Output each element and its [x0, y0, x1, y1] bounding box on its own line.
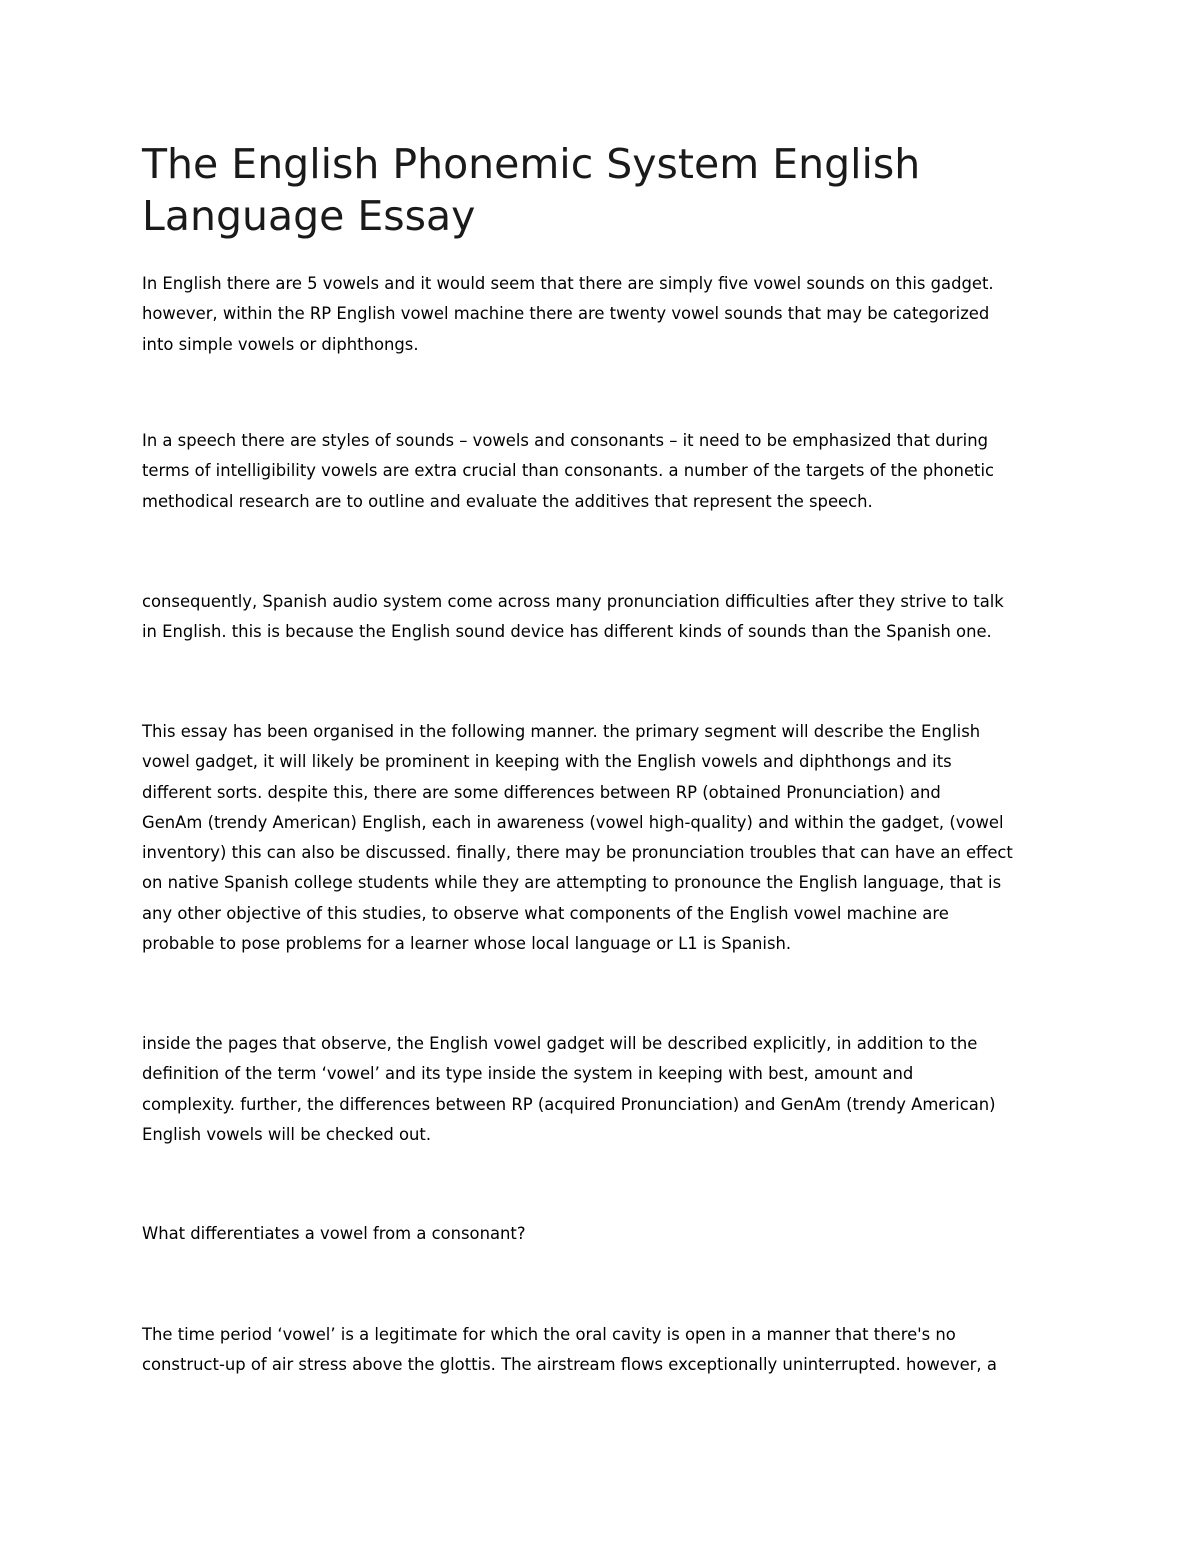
paragraph-line: vowel gadget, it will likely be prominent in keeping with the English vowels and diphthongs and its	[142, 752, 952, 772]
paragraph-line: construct-up of air stress above the glottis. The airstream flows exceptionally uninterrupted. however, a	[142, 1355, 997, 1375]
paragraph-line: any other objective of this studies, to observe what components of the English vowel machine are	[142, 903, 949, 923]
paragraph-line: terms of intelligibility vowels are extra crucial than consonants. a number of the targets of the phonetic	[142, 461, 995, 481]
section-heading	[142, 1219, 1072, 1249]
body-paragraph	[142, 717, 1072, 959]
title-line: Language Essay	[142, 192, 476, 240]
paragraph-line: This essay has been organised in the following manner. the primary segment will describe the English	[142, 722, 981, 741]
paragraph-line: inside the pages that observe, the English vowel gadget will be described explicitly, in addition to the	[142, 1034, 978, 1053]
paragraph-line: however, within the RP English vowel machine there are twenty vowel sounds that may be categorized	[142, 304, 990, 324]
paragraph-line: methodical research are to outline and evaluate the additives that represent the speech.	[142, 491, 873, 511]
paragraph-line: inventory) this can also be discussed. finally, there may be pronunciation troubles that can have an effect	[142, 843, 1013, 863]
body-paragraph	[142, 587, 1072, 648]
title-line: The English Phonemic System English	[142, 140, 921, 188]
paragraph-line: In English there are 5 vowels and it would seem that there are simply five vowel sounds on this gadget.	[142, 274, 994, 293]
paragraph-line: What differentiates a vowel from a consonant?	[142, 1224, 526, 1243]
body-paragraph	[142, 426, 1072, 517]
paragraph-line: The time period ‘vowel’ is a legitimate for which the oral cavity is open in a manner that there's no	[142, 1325, 956, 1344]
paragraph-line: in English. this is because the English sound device has different kinds of sounds than the Spanish one.	[142, 622, 992, 642]
body-paragraph	[142, 1029, 1072, 1150]
paragraph-line: into simple vowels or diphthongs.	[142, 334, 419, 354]
paragraph-line: definition of the term ‘vowel’ and its type inside the system in keeping with best, amount and	[142, 1064, 914, 1084]
body-paragraph	[142, 1320, 1072, 1381]
paragraph-line: In a speech there are styles of sounds – vowels and consonants – it need to be emphasized that during	[142, 431, 989, 450]
body-paragraph	[142, 269, 1072, 360]
paragraph-line: on native Spanish college students while they are attempting to pronounce the English language, that is	[142, 873, 1002, 893]
paragraph-line: GenAm (trendy American) English, each in awareness (vowel high-quality) and within the gadget, (vowel	[142, 812, 1004, 832]
paragraph-line: consequently, Spanish audio system come across many pronunciation difficulties after they strive to talk	[142, 592, 1004, 611]
paragraph-line: complexity. further, the differences between RP (acquired Pronunciation) and GenAm (trendy American)	[142, 1094, 996, 1114]
paragraph-line: different sorts. despite this, there are some differences between RP (obtained Pronunciation) and	[142, 782, 941, 802]
paragraph-line: probable to pose problems for a learner whose local language or L1 is Spanish.	[142, 934, 792, 954]
paragraph-line: English vowels will be checked out.	[142, 1124, 432, 1144]
document-title	[142, 138, 1082, 242]
